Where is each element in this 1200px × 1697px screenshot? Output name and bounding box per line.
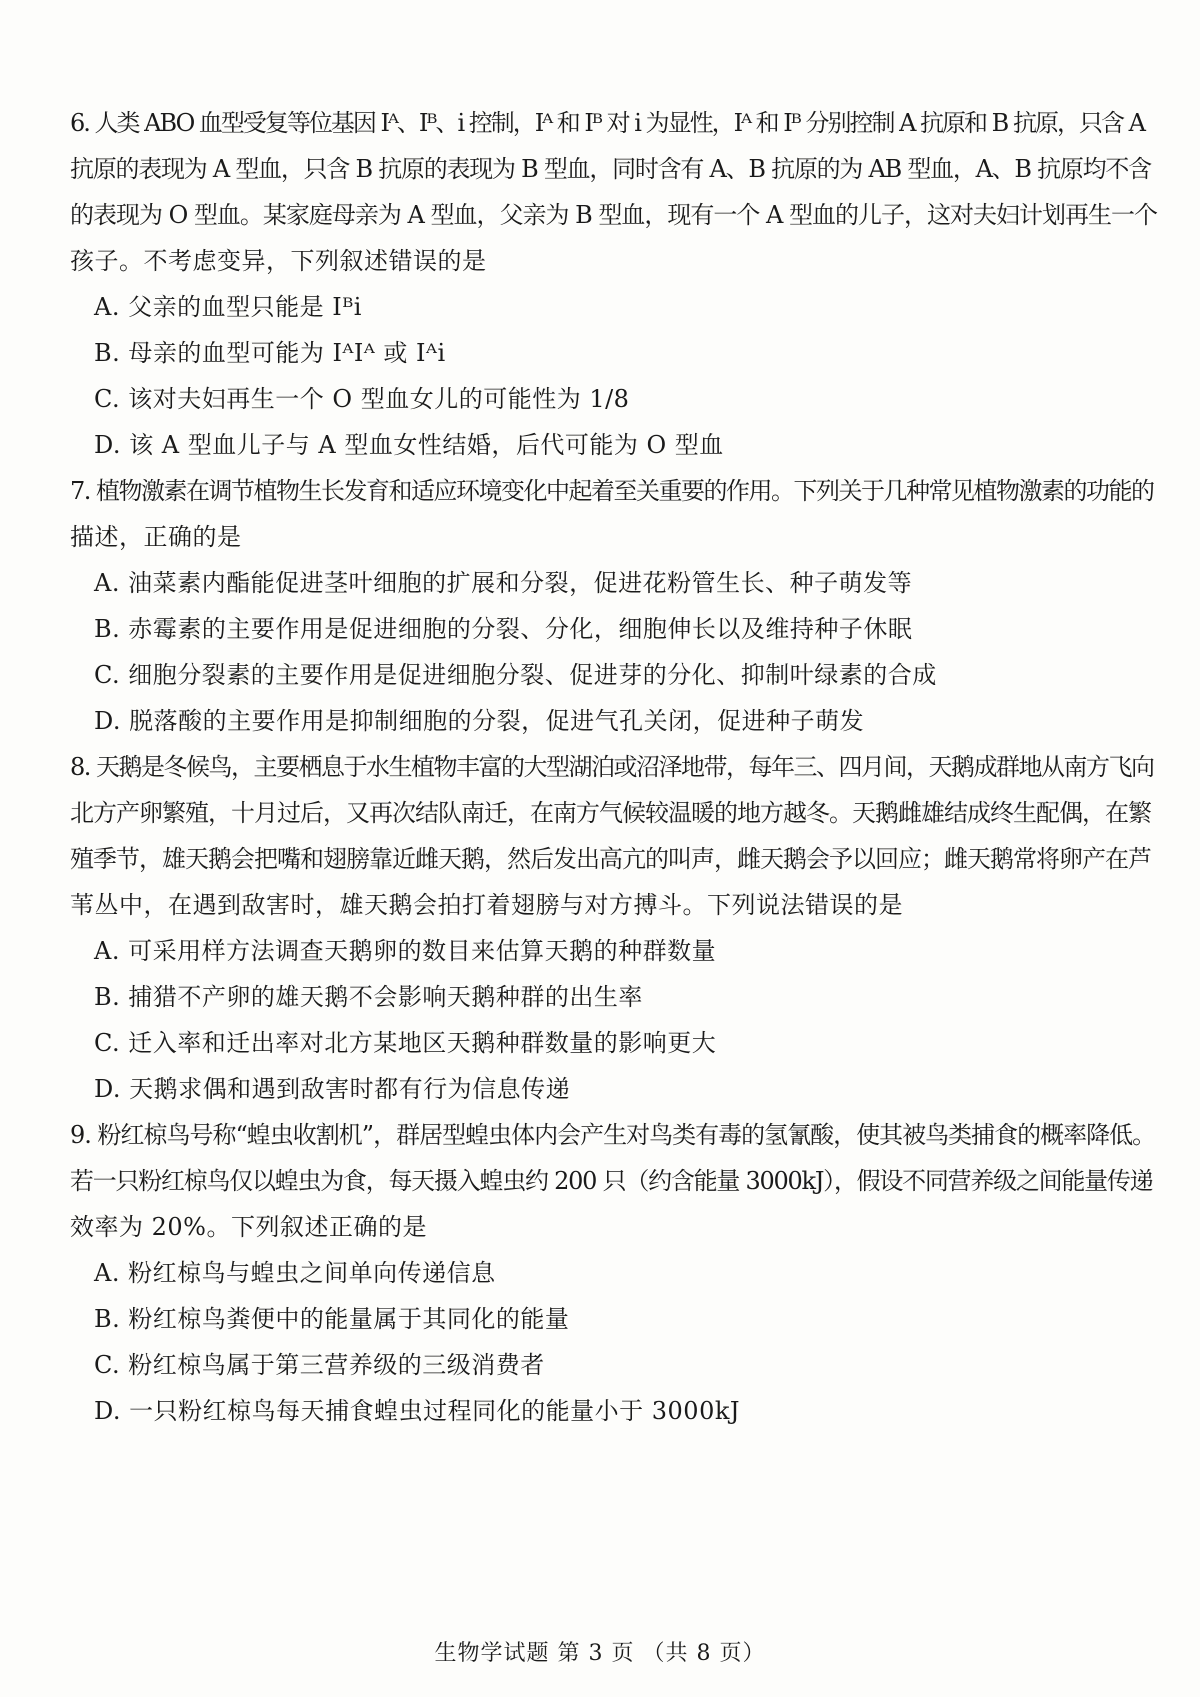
- q9-stem-line-3: 效率为 20%。下列叙述正确的是: [70, 1213, 427, 1241]
- q7-option-b: B. 赤霉素的主要作用是促进细胞的分裂、分化，细胞伸长以及维持种子休眠: [94, 615, 913, 643]
- q8-stem-line-2: 北方产卵繁殖，十月过后，又再次结队南迁，在南方气候较温暖的地方越冬。天鹅雌雄结成终生配偶，在繁: [70, 799, 1151, 827]
- q8-stem-line-1: 8. 天鹅是冬候鸟，主要栖息于水生植物丰富的大型湖泊或沼泽地带，每年三、四月间，天鹅成群地从南方飞向: [70, 753, 1154, 781]
- q8-option-c: C. 迁入率和迁出率对北方某地区天鹅种群数量的影响更大: [94, 1029, 717, 1057]
- q8-option-b: B. 捕猎不产卵的雄天鹅不会影响天鹅种群的出生率: [94, 983, 643, 1011]
- q9-option-d: D. 一只粉红椋鸟每天捕食蝗虫过程同化的能量小于 3000kJ: [94, 1397, 741, 1425]
- q7-option-c: C. 细胞分裂素的主要作用是促进细胞分裂、促进芽的分化、抑制叶绿素的合成: [94, 661, 937, 689]
- q8-stem-line-4: 苇丛中，在遇到敌害时，雄天鹅会拍打着翅膀与对方搏斗。下列说法错误的是: [70, 891, 903, 919]
- q9-stem-line-2: 若一只粉红椋鸟仅以蝗虫为食，每天摄入蝗虫约 200 只（约含能量 3000kJ），假设不同营养级之间能量传递: [70, 1167, 1153, 1195]
- q8-stem-line-3: 殖季节，雄天鹅会把嘴和翅膀靠近雌天鹅，然后发出高亢的叫声，雌天鹅会予以回应；雌天鹅常将卵产在芦: [70, 845, 1151, 873]
- q9-option-c: C. 粉红椋鸟属于第三营养级的三级消费者: [94, 1351, 545, 1379]
- q8-option-d: D. 天鹅求偶和遇到敌害时都有行为信息传递: [94, 1075, 571, 1103]
- q9-option-a: A. 粉红椋鸟与蝗虫之间单向传递信息: [94, 1259, 496, 1287]
- q6-stem-line-2: 抗原的表现为 A 型血，只含 B 抗原的表现为 B 型血，同时含有 A、B 抗原的为 AB 型血，A、B 抗原均不含: [70, 155, 1151, 183]
- q6-stem-line-4: 孩子。不考虑变异，下列叙述错误的是: [70, 247, 487, 275]
- q6-stem-line-3: 的表现为 O 型血。某家庭母亲为 A 型血，父亲为 B 型血，现有一个 A 型血的儿子，这对夫妇计划再生一个: [70, 201, 1158, 229]
- q7-option-a: A. 油菜素内酯能促进茎叶细胞的扩展和分裂，促进花粉管生长、种子萌发等: [94, 569, 913, 597]
- q6-option-b: B. 母亲的血型可能为 IᴬIᴬ 或 Iᴬi: [94, 339, 446, 367]
- q6-option-d: D. 该 A 型血儿子与 A 型血女性结婚，后代可能为 O 型血: [94, 431, 724, 459]
- page-footer: 生物学试题 第 3 页 （共 8 页）: [434, 1641, 766, 1666]
- q9-stem-line-1: 9. 粉红椋鸟号称“蝗虫收割机”，群居型蝗虫体内会产生对鸟类有毒的氢氰酸，使其被鸟类捕食的概率降低。: [70, 1121, 1156, 1149]
- q7-option-d: D. 脱落酸的主要作用是抑制细胞的分裂，促进气孔关闭，促进种子萌发: [94, 707, 865, 735]
- q9-option-b: B. 粉红椋鸟粪便中的能量属于其同化的能量: [94, 1305, 570, 1333]
- q6-option-c: C. 该对夫妇再生一个 O 型血女儿的可能性为 1/8: [94, 385, 630, 413]
- q6-option-a: A. 父亲的血型只能是 Iᴮi: [94, 293, 362, 321]
- q6-stem-line-1: 6. 人类 ABO 血型受复等位基因 Iᴬ、Iᴮ、i 控制，Iᴬ 和 Iᴮ 对 i 为显性，Iᴬ 和 Iᴮ 分别控制 A 抗原和 B 抗原，只含 A: [70, 109, 1144, 137]
- q8-option-a: A. 可采用样方法调查天鹅卵的数目来估算天鹅的种群数量: [94, 937, 717, 965]
- q7-stem-line-2: 描述，正确的是: [70, 523, 242, 551]
- q7-stem-line-1: 7. 植物激素在调节植物生长发育和适应环境变化中起着至关重要的作用。下列关于几种常见植物激素的功能的: [70, 477, 1154, 505]
